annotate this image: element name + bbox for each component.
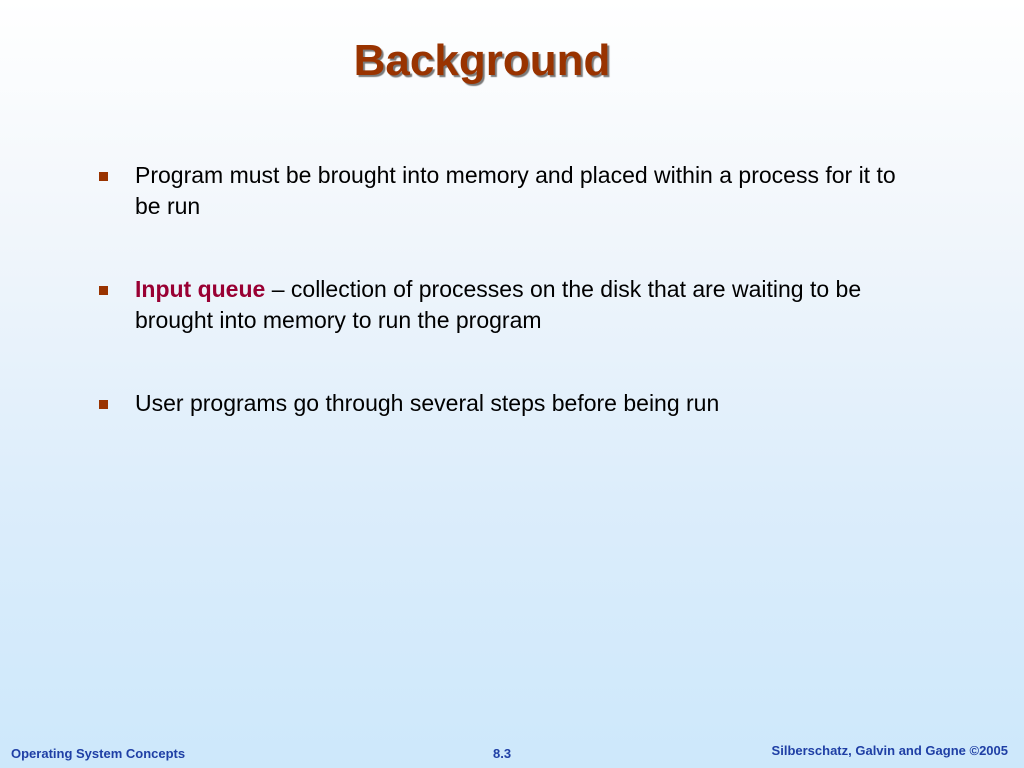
bullet-square-icon [99, 400, 108, 409]
bullet-term: Input queue [135, 276, 266, 302]
bullet-text: Program must be brought into memory and placed within a process for it to be run [135, 162, 896, 219]
footer-slide-number: 8.3 [493, 746, 512, 761]
bullet-square-icon [99, 172, 108, 181]
bullet-item-1 [96, 160, 916, 222]
bullet-item-2 [96, 274, 916, 336]
bullet-item-3 [96, 388, 916, 419]
bullet-text: User programs go through several steps before being run [135, 390, 720, 416]
bullet-text: – collection of processes on the disk that are waiting to be brought into memory to run the program [135, 276, 862, 333]
bullet-square-icon [99, 286, 108, 295]
bullet-list [96, 160, 916, 419]
footer-copyright: Silberschatz, Galvin and Gagne ©2005 [771, 743, 1008, 758]
footer-course-title: Operating System Concepts [11, 746, 186, 761]
slide-title: Background [353, 36, 611, 85]
